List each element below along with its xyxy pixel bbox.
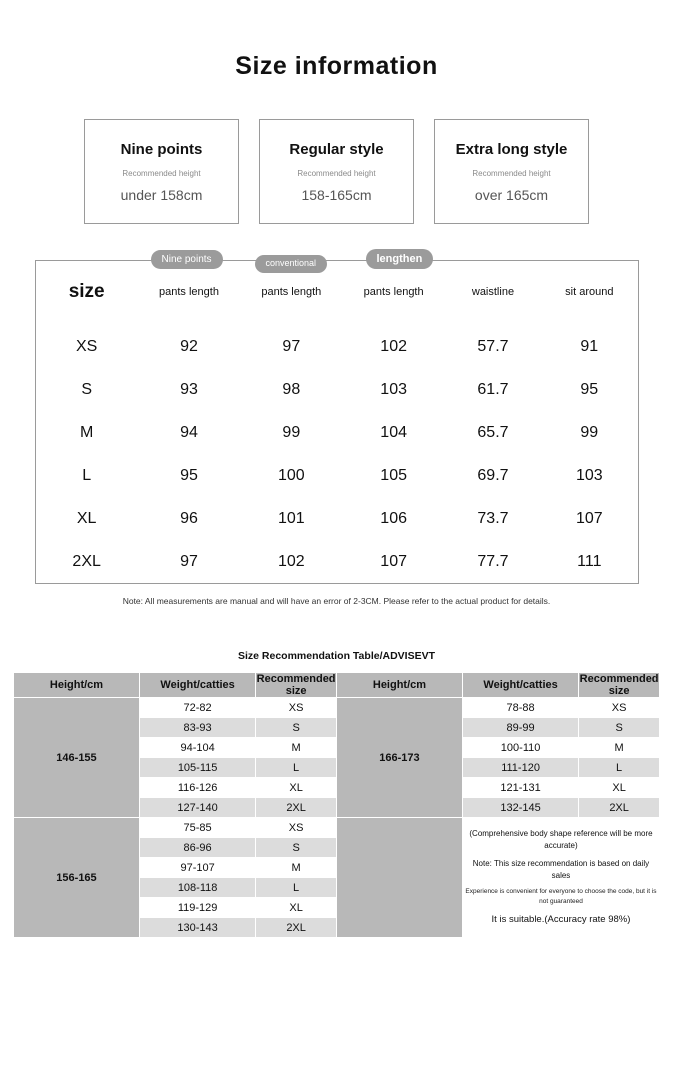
group-height-146-155: 146-155 (14, 698, 140, 818)
cell-lengthen: 107 (380, 552, 407, 570)
header-height-left: Height/cm (14, 673, 140, 698)
cell-nine: 94 (180, 423, 198, 441)
cell-size: XL (76, 509, 97, 527)
cell-size: S (256, 838, 337, 858)
cell-sit-around: 103 (575, 466, 603, 484)
cell-weight: 72-82 (139, 698, 255, 718)
cell-size: XL (256, 778, 337, 798)
cell-weight: 111-120 (462, 758, 578, 778)
cell-size: L (579, 758, 660, 778)
cell-nine: 95 (180, 466, 198, 484)
cell-weight: 119-129 (139, 898, 255, 918)
header-height-right: Height/cm (336, 673, 462, 698)
header-size: size (68, 281, 105, 302)
cell-nine: 93 (180, 380, 198, 398)
cell-weight: 94-104 (139, 738, 255, 758)
cell-size: M (579, 738, 660, 758)
cell-weight: 121-131 (462, 778, 578, 798)
cell-lengthen: 104 (380, 423, 407, 441)
cell-conventional: 98 (282, 380, 301, 398)
style-card-title: Extra long style (455, 140, 568, 158)
cell-weight: 89-99 (462, 718, 578, 738)
cell-conventional: 102 (277, 552, 305, 570)
blank-cell (336, 818, 462, 938)
style-card-regular (259, 119, 414, 224)
accuracy-note-line4: It is suitable.(Accuracy rate 98%) (491, 913, 631, 925)
cell-waistline: 61.7 (477, 380, 509, 398)
cell-size: L (256, 878, 337, 898)
style-card-value: under 158cm (120, 186, 203, 203)
cell-nine: 92 (180, 337, 198, 355)
cell-size: 2XL (256, 918, 337, 938)
cell-lengthen: 106 (380, 509, 407, 527)
cell-waistline: 69.7 (477, 466, 509, 484)
cell-conventional: 101 (277, 509, 305, 527)
cell-size: L (256, 758, 337, 778)
cell-weight: 130-143 (139, 918, 255, 938)
header-pants-length-conventional: pants length (261, 286, 322, 298)
size-table-header-row (36, 261, 638, 325)
cell-lengthen: 105 (380, 466, 407, 484)
cell-size: 2XL (256, 798, 337, 818)
tag-lengthen: lengthen (366, 249, 434, 269)
accuracy-note-box (462, 818, 659, 938)
cell-size: XS (579, 698, 660, 718)
group-height-166-173: 166-173 (336, 698, 462, 818)
cell-waistline: 73.7 (477, 509, 509, 527)
cell-size: M (80, 423, 94, 441)
cell-size: XL (256, 898, 337, 918)
cell-lengthen: 103 (380, 380, 407, 398)
cell-weight: 78-88 (462, 698, 578, 718)
header-weight-right: Weight/catties (462, 673, 578, 698)
cell-waistline: 77.7 (477, 552, 509, 570)
cell-conventional: 100 (277, 466, 305, 484)
tag-conventional: conventional (255, 255, 328, 273)
cell-weight: 116-126 (139, 778, 255, 798)
group-height-156-165: 156-165 (14, 818, 140, 938)
style-card-value: over 165cm (474, 186, 549, 203)
style-card-nine-points (84, 119, 239, 224)
header-recommended-size-right: Recommended size (579, 673, 659, 697)
cell-weight: 108-118 (139, 878, 255, 898)
size-table (36, 261, 638, 583)
recommendation-table (13, 672, 660, 938)
table-row (36, 368, 638, 411)
cell-size: S (81, 380, 92, 398)
style-card-extra-long (434, 119, 589, 224)
cell-weight: 100-110 (462, 738, 578, 758)
header-waistline: waistline (471, 286, 515, 298)
style-card-list (0, 119, 673, 224)
cell-size: M (256, 858, 337, 878)
cell-weight: 105-115 (139, 758, 255, 778)
cell-weight: 132-145 (462, 798, 578, 818)
style-card-value: 158-165cm (301, 186, 372, 203)
cell-weight: 86-96 (139, 838, 255, 858)
style-card-title: Nine points (120, 140, 203, 158)
cell-lengthen: 102 (380, 337, 407, 355)
style-card-subtitle: Recommended height (122, 168, 201, 178)
cell-size: XL (579, 778, 660, 798)
table-row (36, 454, 638, 497)
cell-weight: 127-140 (139, 798, 255, 818)
header-pants-length-lengthen: pants length (363, 286, 424, 298)
cell-waistline: 65.7 (477, 423, 509, 441)
cell-size: XS (256, 698, 337, 718)
accuracy-note-line3: Experience is convenient for everyone to choose the code, but it is not guaranteed (465, 888, 657, 905)
cell-size: XS (256, 818, 337, 838)
cell-weight: 97-107 (139, 858, 255, 878)
recommendation-header-row (14, 673, 660, 698)
cell-sit-around: 95 (580, 380, 599, 398)
style-card-title: Regular style (289, 140, 384, 158)
cell-size: L (82, 466, 92, 484)
cell-nine: 97 (180, 552, 198, 570)
cell-conventional: 99 (282, 423, 301, 441)
table-row (14, 818, 660, 838)
header-sit-around: sit around (565, 286, 614, 298)
cell-size: S (256, 718, 337, 738)
table-row (36, 325, 638, 368)
cell-weight: 83-93 (139, 718, 255, 738)
size-table-container (35, 253, 639, 584)
cell-waistline: 57.7 (477, 337, 509, 355)
cell-size: M (256, 738, 337, 758)
cell-size: S (579, 718, 660, 738)
cell-size: 2XL (579, 798, 660, 818)
accuracy-note-line1: (Comprehensive body shape reference will be more accurate) (469, 829, 653, 851)
cell-weight: 75-85 (139, 818, 255, 838)
recommendation-title: Size Recommendation Table/ADVISEVT (237, 650, 435, 662)
recommendation-table-container (13, 672, 660, 938)
cell-sit-around: 99 (580, 423, 599, 441)
table-row (36, 497, 638, 540)
page-title: Size information (235, 52, 438, 80)
cell-size: XS (75, 337, 98, 355)
cell-sit-around: 107 (575, 509, 603, 527)
accuracy-note-line2: Note: This size recommendation is based on daily sales (472, 859, 650, 881)
cell-size: 2XL (72, 552, 101, 570)
header-pants-length-nine: pants length (159, 286, 219, 298)
header-weight-left: Weight/catties (139, 673, 255, 698)
style-card-subtitle: Recommended height (472, 168, 551, 178)
tag-nine-points: Nine points (151, 250, 223, 269)
cell-conventional: 97 (282, 337, 301, 355)
cell-nine: 96 (180, 509, 198, 527)
table-row (14, 698, 660, 718)
measurement-note: Note: All measurements are manual and will have an error of 2-3CM. Please refer to the actual product for details. (122, 596, 551, 606)
style-card-subtitle: Recommended height (297, 168, 376, 178)
cell-sit-around: 91 (580, 337, 599, 355)
table-row (36, 540, 638, 583)
header-recommended-size-left: Recommended size (256, 673, 336, 697)
table-row (36, 411, 638, 454)
cell-sit-around: 111 (577, 552, 602, 570)
